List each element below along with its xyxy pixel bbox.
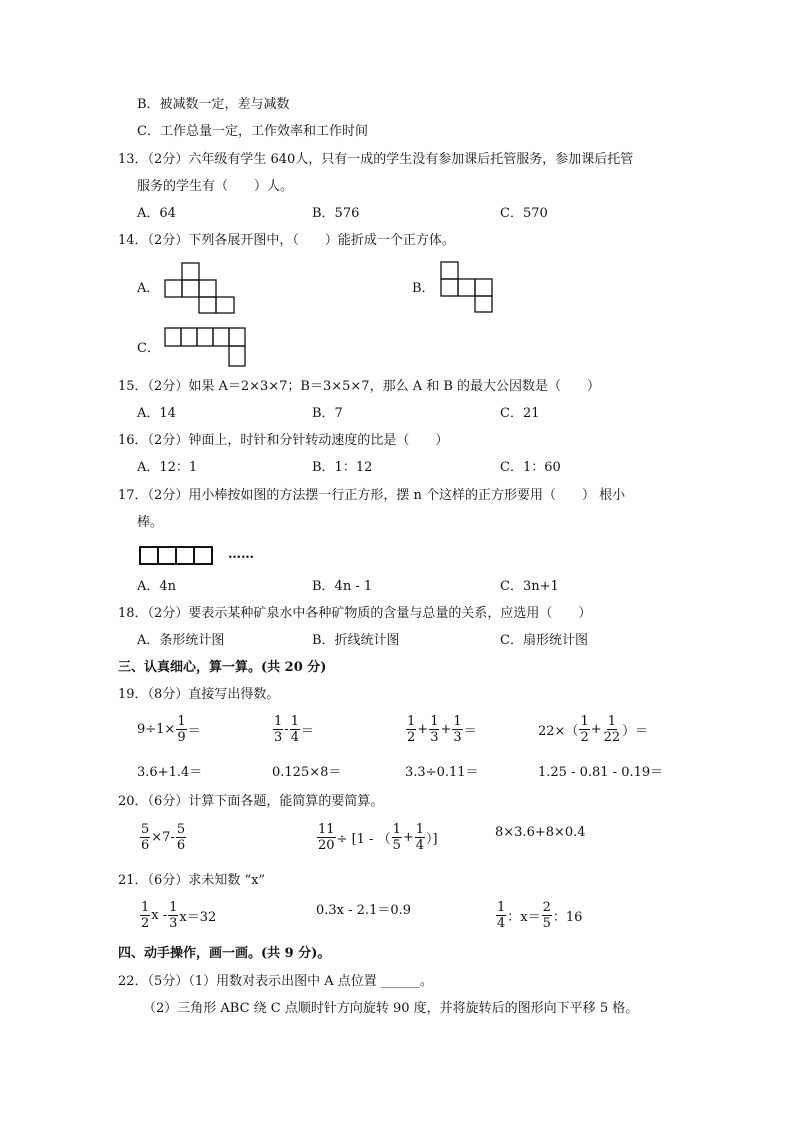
q17-option-a: A．4n [137, 579, 177, 594]
q21-stem: 21．（6分）求未知数 “x” [118, 873, 266, 888]
cube-net-b [440, 261, 496, 313]
q13-option-a: A．64 [137, 206, 176, 221]
q22-part2: （2）三角形 ABC 绕 C 点顺时针方向旋转 90 度，并将旋转后的图形向下平移 5 格。 [143, 1001, 639, 1016]
q13-option-b: B．576 [312, 206, 360, 221]
q13-stem: 13．（2分）六年级有学生 640人，只有一成的学生没有参加课后托管服务，参加课后托管 [118, 152, 634, 167]
q17-stem-cont: 棒。 [137, 515, 164, 530]
q12-option-c: C．工作总量一定，工作效率和工作时间 [137, 124, 368, 139]
cube-net-a [164, 262, 238, 314]
q17-stem: 17．（2分）用小棒按如图的方法摆一行正方形，摆 n 个这样的正方形要用（ ） 根小 [118, 488, 626, 503]
q19-expr-d: 22×（ $\frac{1}{2}$ + $\frac{1}{22}$ ）＝ [538, 714, 649, 745]
q16-option-a: A．12：1 [137, 460, 198, 475]
q19-expr-f: 0.125×8＝ [272, 765, 342, 780]
q16-option-c: C．1：60 [500, 460, 561, 475]
q20-expr-c: 8×3.6+8×0.4 [495, 825, 586, 840]
q21-eq-a: $\frac{1}{2}$ x - $\frac{1}{3}$ x＝32 [141, 900, 217, 931]
q15-stem: 15．（2分）如果 A＝2×3×7；B＝3×5×7，那么 A 和 B 的最大公因数是（ ） [118, 379, 601, 394]
q21-eq-b: 0.3x - 2.1＝0.9 [316, 903, 412, 918]
q20-expr-a: $\frac{5}{6}$ ×7- $\frac{5}{6}$ [141, 822, 186, 853]
q16-option-b: B．1：12 [312, 460, 373, 475]
q18-option-c: C．扇形统计图 [500, 633, 588, 648]
q20-stem: 20．（6分）计算下面各题，能简算的要简算。 [118, 794, 384, 809]
q12-option-b: B．被减数一定，差与减数 [137, 97, 290, 112]
q17-option-b: B．4n - 1 [312, 579, 373, 594]
q19-expr-c: $\frac{1}{2}$ + $\frac{1}{3}$ + $\frac{1}{3}$ ＝ [407, 714, 477, 745]
q15-option-a: A．14 [137, 406, 176, 421]
q14-stem: 14．（2分）下列各展开图中，（ ）能折成一个正方体。 [118, 233, 455, 248]
q17-ellipsis: …… [228, 547, 254, 562]
q15-option-b: B．7 [312, 406, 343, 421]
q19-expr-b: $\frac{1}{3}$ - $\frac{1}{4}$ ＝ [274, 714, 314, 745]
q19-expr-a: 9÷1× $\frac{1}{9}$ ＝ [137, 714, 201, 745]
q15-option-c: C．21 [500, 406, 540, 421]
q18-option-a: A．条形统计图 [137, 633, 225, 648]
q18-option-b: B．折线统计图 [312, 633, 400, 648]
q19-stem: 19．（8分）直接写出得数。 [118, 687, 280, 702]
q19-expr-g: 3.3÷0.11＝ [405, 765, 479, 780]
cube-net-c [164, 327, 248, 369]
q14-option-b: B． [412, 281, 435, 296]
q18-stem: 18．（2分）要表示某种矿泉水中各种矿物质的含量与总量的关系，应选用（ ） [118, 606, 592, 621]
q14-option-a: A． [137, 281, 160, 296]
q21-eq-c: $\frac{1}{4}$ ：x＝ $\frac{2}{5}$ ：16 [497, 900, 583, 931]
q20-expr-b: $\frac{11}{20}$ ÷ [1 - （ $\frac{1}{5}$ + $\frac{1}{4}$ ）] [318, 822, 438, 853]
q13-option-c: C．570 [500, 206, 548, 221]
q17-option-c: C．3n+1 [500, 579, 559, 594]
q19-expr-e: 3.6+1.4＝ [137, 765, 203, 780]
q22-part1: 22．（5分）（1）用数对表示出图中 A 点位置 ______。 [118, 974, 433, 989]
q19-expr-h: 1.25 - 0.81 - 0.19＝ [538, 765, 664, 780]
q16-stem: 16．（2分）钟面上，时针和分针转动速度的比是（ ） [118, 433, 449, 448]
q13-stem-cont: 服务的学生有（ ）人。 [137, 179, 294, 194]
section-4-heading: 四、动手操作，画一画。(共 9 分)。 [118, 946, 331, 961]
stick-squares-figure [139, 546, 217, 566]
q14-option-c: C． [137, 341, 160, 356]
section-3-heading: 三、认真细心，算一算。(共 20 分) [118, 660, 327, 675]
